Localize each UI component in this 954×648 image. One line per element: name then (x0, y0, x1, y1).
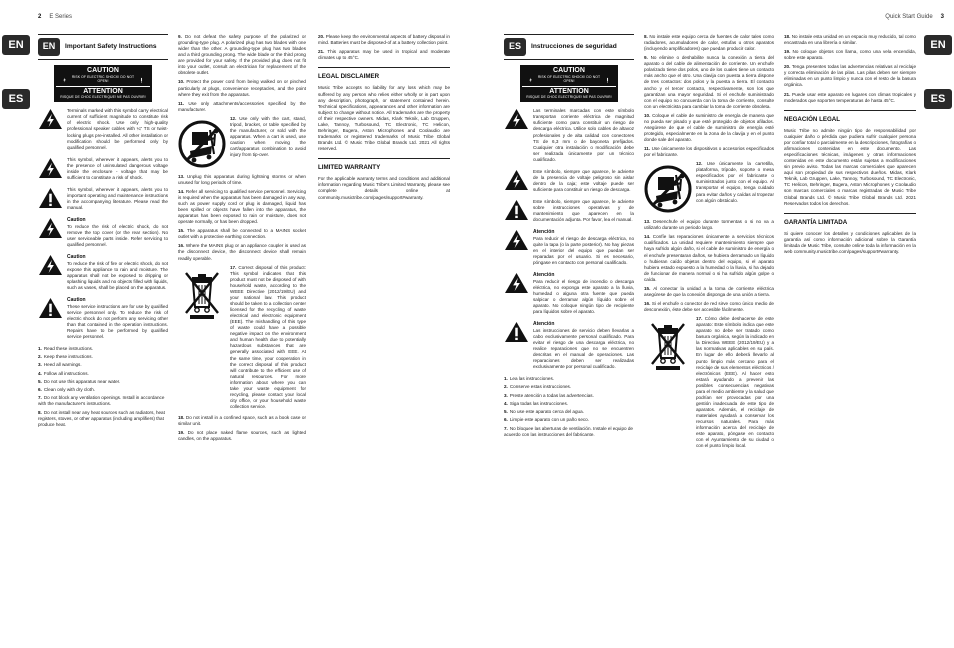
shock-icon (526, 75, 535, 84)
shock-icon (38, 217, 63, 239)
warning-voltage (504, 169, 634, 196)
shock-icon (504, 272, 529, 294)
caution-heading: CAUTION (87, 67, 119, 74)
item-19: 19. Do not place naked flame sources, such as lighted candles, on the apparatus. (178, 430, 306, 442)
instruction-list (504, 376, 634, 438)
section-header (504, 34, 634, 60)
caution-text: To reduce the risk of fire or electric shock, do not expose this appliance to rain and moisture. The apparatus shall not be exposed to dripping or splashing liquids and no objects filled with liquids, such as vases, shall be placed on the apparatus. (67, 260, 168, 290)
list-item: 3. Heed all warnings. (38, 362, 82, 368)
shock-icon (38, 254, 63, 276)
warning-text: Las terminales marcadas con este símbolo transportan corriente eléctrica de magnitud suficiente como para constituir un riesgo de descarga eléctrica. Utilice solo cables de altavoz profesionales y de alta calidad con conectores TS de 6,3 mm o de bayoneta prefijados. Cualquier otra instalación o modificación debe ser realizada únicamente por un técnico cualificado. (533, 108, 634, 162)
item-11: 11. Use only attachments/accessories specified by the manufacturer. (178, 100, 306, 112)
list-item: 1. Lea las instrucciones. (504, 376, 555, 382)
caution-block-2 (504, 272, 634, 318)
lang-tab-en-right[interactable]: EN (924, 35, 952, 55)
no-cart-tip-icon (178, 116, 226, 172)
caution-block-3 (38, 297, 168, 343)
legal-disclaimer-text: Music Tribe accepts no liability for any loss which may be suffered by any person who relies either wholly or in part upon any description, photograph, or statement contained herein. Technical specifications, appearances and other information are subject to change without notice. All trademarks are the property of their respective owners. Midas, Klark Teknik, Lab Gruppen, Lake, Tannoy, Turbosound, TC Electronic, TC Helicon, Behringer, Bugera, Aston Microphones and Coolaudio are trademarks or registered trademarks of Music Tribe Global Brands Ltd. © Music Tribe Global Brands Ltd. 2021 All rights reserved. (318, 85, 450, 152)
en-column-3 (318, 34, 450, 634)
caution-text: Las instrucciones de servicio deben llevarlas a cabo exclusivamente personal cualificado. Para evitar el riesgo de una descarga eléctrica, no realice reparaciones que no se encuentren descritas en el manual de operaciones. Las reparaciones deben ser realizadas exclusivamente por personal cualificado. (533, 327, 634, 370)
caution-block-1 (38, 217, 168, 251)
item-10: 10. Protect the power cord from being walked on or pinched particularly at plugs, convenience receptacles, and the point where they exit from the apparatus. (178, 79, 306, 97)
page-header-right (885, 14, 944, 22)
warning-text: This symbol, wherever it appears, alerts you to important operating and maintenance instructions in the accompanying literature. Please read the manual. (67, 186, 168, 211)
list-item: 5. No use este aparato cerca del agua. (504, 409, 584, 415)
item-13: 13. Desenchufe el equipo durante tormentas o si no va a utilizarlo durante un periodo largo. (644, 219, 774, 231)
attention-heading: ATTENTION (83, 88, 123, 96)
exclamation-icon (504, 199, 529, 221)
caution-label (520, 65, 618, 102)
caution-block-1 (504, 229, 634, 269)
item-9: 9. No elimine o deshabilite nunca la conexión a tierra del aparato o del cable de alimentación de corriente. Un enchufe polarizado tiene dos polos, uno de los cuales tiene un contacto más ancho que el otro. Una clavija con puesta a tierra dispone de tres contactos: dos polos y la puesta a tierra. El contacto ancho y el tercer contacto, respectivamente, son los que garantizan una mayor seguridad. Si el enchufe suministrado con el equipo no concuerda con la toma de corriente, consulte con un electricista para cambiar la toma de corriente obsoleta. (644, 55, 774, 109)
caution-heading: CAUTION (553, 67, 585, 74)
item-21: 21. Puede usar este aparato en lugares con climas tropicales y moderados que soporten temperaturas de hasta 45°C. (784, 91, 916, 103)
list-item: 2. Keep these instructions. (38, 354, 93, 360)
caution-block-3 (504, 321, 634, 373)
warning-manual (504, 199, 634, 226)
item-20: 20. Tenga presentes todas las advertencias relativas al reciclaje y correcta eliminación de las pilas. Las pilas deben ser siempre eliminadas en un punto limpio y nunca con el resto de la basura orgánica. (784, 64, 916, 88)
list-item: 6. Limpie este aparato con un paño seco. (504, 417, 590, 423)
crossed-bin-icon (178, 265, 226, 321)
limited-warranty-text: Si quiere conocer los detalles y condiciones aplicables de la garantía así como información adicional sobre la Garantía limitada de Music Tribe, consulte online toda la información en la web community.musictribe.com/pages/support#warranty. (784, 230, 916, 254)
shock-icon (504, 169, 529, 191)
caution-title: Caution (67, 254, 86, 261)
es-column-3 (784, 34, 916, 634)
es-column-1 (504, 34, 634, 634)
list-item: 1. Read these instructions. (38, 345, 94, 351)
item-12: 12. Use only with the cart, stand, tripod, bracket, or table specified by the manufacturer, or sold with the apparatus. When a cart is used, use caution when moving the cart/apparatus combination to avoid injury from tip-over. (178, 116, 306, 172)
page-number-right: 3 (940, 14, 944, 20)
caution-block-2 (38, 254, 168, 294)
exclamation-icon (504, 321, 529, 343)
page-number-left: 2 (38, 14, 42, 20)
page-right (477, 0, 954, 648)
caution-subtext: RISK OF ELECTRIC SHOCK! DO NOT OPEN! (71, 75, 135, 83)
limited-warranty-heading: LIMITED WARRANTY (318, 158, 450, 172)
doc-title: Quick Start Guide (885, 14, 933, 20)
attention-subtext: RISQUE DE CHOC ELECTRIQUE! NE PAS OUVRIR! (526, 94, 612, 99)
item-16: 16. Si el enchufe o conector de red sirve como único medio de desconexión, éste debe ser accesible fácilmente. (644, 300, 774, 312)
list-item: 4. Siga todas las instrucciones. (504, 400, 569, 406)
list-item: 8. Do not install near any heat sources such as radiators, heat registers, stoves, or other apparatus (including amplifiers) that produce heat. (38, 409, 165, 427)
item-18: 18. No instale esta unidad en un espacio muy reducido, tal como encastrada en una librería o similar. (784, 34, 916, 46)
item-11: 11. Use únicamente los dispositivos o accesorios especificados por el fabricante. (644, 146, 774, 158)
item-13: 13. Unplug this apparatus during lightning storms or when unused for long periods of time. (178, 173, 306, 185)
item-15: 15. The apparatus shall be connected to a MAINS socket outlet with a protective earthing connection. (178, 228, 306, 240)
list-item: 6. Clean only with dry cloth. (38, 387, 95, 393)
item-12: 12. Use únicamente la carretilla, plataforma, trípode, soporte o mesa especificados por el fabricante o suministrados junto con el equipo. Al transportar el equipo, tenga cuidado para evitar daños y caídas al tropezar con algún obstáculo. (644, 161, 774, 217)
caution-title: Atención (533, 321, 555, 328)
item-17: 17. Correct disposal of this product: This symbol indicates that this product must not be disposed of with household waste, according to the WEEE Directive (2012/19/EU) and your national law. This product should be taken to a collection center licensed for the recycling of waste electrical and electronic equipment (EEE). The mishandling of this type of waste could have a possible negative impact on the environment and human health due to potentially hazardous substances that are generally associated with EEE. At the same time, your cooperation in the correct disposal of this product will contribute to the efficient use of natural resources. For more information about where you can take your waste equipment for recycling, please contact your local city office, or your household waste collection service. (178, 265, 306, 414)
list-item: 2. Conserve estas instrucciones. (504, 384, 572, 390)
en-column-1 (38, 34, 168, 634)
exclamation-icon (38, 187, 63, 209)
shock-icon (504, 229, 529, 251)
caution-text: Para reducir el riesgo de incendio o descarga eléctrica, no exponga este aparato a la lluvia, humedad o alguna otra fuente que pueda salpicar o derramar algún líquido sobre el aparato. No coloque ningún tipo de recipiente para líquidos sobre el aparato. (533, 278, 634, 315)
shock-icon (60, 75, 69, 84)
shock-icon (38, 108, 63, 130)
series-name: E Series (49, 14, 73, 20)
caution-label (54, 65, 152, 102)
caution-title: Atención (533, 229, 555, 236)
attention-subtext: RISQUE DE CHOC ELECTRIQUE! NE PAS OUVRIR! (60, 94, 146, 99)
warning-text: Este símbolo, siempre que aparece, le advierte de la presencia de voltaje peligroso sin aislar dentro de la caja; este voltaje puede ser suficiente para constituir un riesgo de descarga. (533, 168, 634, 192)
caution-title: Caution (67, 296, 86, 303)
limited-warranty-heading: GARANTÍA LIMITADA (784, 213, 916, 227)
lang-badge: ES (504, 38, 526, 56)
item-14: 14. Refer all servicing to qualified service personnel. Servicing is required when the apparatus has been damaged in any way, such as power supply cord or plug is damaged, liquid has been spilled or objects have fallen into the apparatus, the apparatus has been exposed to rain or moisture, does not operate normally, or has been dropped. (178, 188, 306, 225)
item-18: 18. Do not install in a confined space, such as a book case or similar unit. (178, 415, 306, 427)
lang-badge: EN (38, 38, 60, 56)
list-item: 5. Do not use this apparatus near water. (38, 378, 121, 384)
caution-text: These service instructions are for use by qualified service personnel only. To reduce the risk of electric shock do not perform any servicing other than that contained in the operation instructions. Repairs have to be performed by qualified service personnel. (67, 303, 168, 339)
no-cart-tip-icon (644, 161, 692, 217)
warning-terminal (504, 108, 634, 166)
caution-title: Caution (67, 217, 86, 224)
caution-title: Atención (533, 272, 555, 279)
limited-warranty-text: For the applicable warranty terms and conditions and additional information regarding Music Tribe's Limited Warranty, please see complete details online at community.musictribe.com/pages/support#warranty. (318, 176, 450, 200)
attention-heading: ATTENTION (549, 88, 589, 96)
warning-manual (38, 187, 168, 214)
legal-disclaimer-heading: NEGACIÓN LEGAL (784, 110, 916, 124)
section-title: Important Safety Instructions (65, 43, 157, 51)
shock-icon (504, 108, 529, 130)
caution-text: To reduce the risk of electric shock, do not remove the top cover (or the rear section). No user serviceable parts inside. Refer servicing to qualified personnel. (67, 223, 168, 247)
es-column-2 (644, 34, 774, 634)
shock-icon (38, 157, 63, 179)
item-20: 20. Please keep the environmental aspects of battery disposal in mind. Batteries must be disposed-of at a battery collection point. (318, 34, 450, 46)
item-21: 21. This apparatus may be used in tropical and moderate climates up to 45°C. (318, 49, 450, 61)
lang-tab-es-left[interactable]: ES (2, 89, 30, 109)
caution-subtext: RISK OF ELECTRIC SHOCK! DO NOT OPEN! (537, 75, 601, 83)
warning-text: Este símbolo, siempre que aparece, le advierte sobre instrucciones operativas y de mantenimiento que aparecen en la documentación adjunta. Por favor, lea el manual. (533, 199, 634, 223)
item-14: 14. Confíe las reparaciones únicamente a servicios técnicos cualificados. La unidad requiere mantenimiento siempre que haya sufrido algún daño, si el cable de suministro de energía o el enchufe presentaran daños, se hubiera derramado un líquido o hubieran caído objetos dentro del equipo, si el aparato hubiera estado expuesto a la humedad o la lluvia, si ha dejado de funcionar de manera normal o si ha sufrido algún golpe o caída. (644, 234, 774, 282)
section-header (38, 34, 168, 60)
exclamation-icon (38, 297, 63, 319)
item-16: 16. Where the MAINS plug or an appliance coupler is used as the disconnect device, the disconnect device shall remain readily operable. (178, 243, 306, 261)
section-title: Instrucciones de seguridad (531, 43, 617, 51)
item-19: 19. No coloque objetos con llama, como una vela encendida, sobre este aparato. (784, 49, 916, 61)
crossed-bin-icon (644, 316, 692, 372)
exclamation-icon (603, 75, 612, 84)
item-8: 8. No instale este equipo cerca de fuentes de calor tales como radiadores, acumuladores de calor, estufas u otros aparatos (incluyendo amplificadores) que puedan producir calor. (644, 34, 774, 52)
list-item: 3. Preste atención a todas las advertencias. (504, 392, 594, 398)
list-item: 7. Do not block any ventilation openings. Install in accordance with the manufacturer's instructions. (38, 395, 165, 407)
warning-voltage (38, 157, 168, 184)
legal-disclaimer-heading: LEGAL DISCLAIMER (318, 67, 450, 81)
warning-text: This symbol, wherever it appears, alerts you to the presence of uninsulated dangerous voltage inside the enclosure - voltage that may be sufficient to constitute a risk of shock. (67, 156, 168, 180)
caution-text: Para reducir el riesgo de descarga eléctrica, no quite la tapa (o la parte posterior). No hay piezas en el interior del equipo que puedan ser reparadas por el usuario. Si es necesario, póngase en contacto con personal cualificado. (533, 235, 634, 266)
warning-text: Terminals marked with this symbol carry electrical current of sufficient magnitude to constitute risk of electric shock. Use only high-quality professional speaker cables with ¼" TS or twist-locking plugs pre-installed. All other installation or modification should be performed only by qualified personnel. (67, 108, 168, 150)
item-17: 17. Cómo debe deshacerse de este aparato: Este símbolo indica que este aparato no debe ser tratado como basura orgánica, según la indicado en la Directiva WEEE (2012/19/EU) y a las normativas aplicables en su país. En lugar de ello deberá llevarlo al punto limpio más cercano para el reciclaje de sus elementos eléctricos / electrónicos (EEE). Al hacer esto estará ayudando a prevenir las posibles consecuencias negativas para el medio ambiente y la salud que podrían ser provocadas por una gestión inadecuada de este tipo de aparatos. Además, el reciclaje de materiales ayudará a conservar los recursos naturales. Para más información acerca del reciclaje de este aparato, póngase en contacto con el Ayuntamiento de su ciudad o con el punto limpio local. (644, 316, 774, 452)
list-item: 4. Follow all instructions. (38, 370, 89, 376)
legal-disclaimer-text: Music Tribe no admite ningún tipo de responsabilidad por cualquier daño o pérdida que pudiera sufrir cualquier persona por confiar total o parcialmente en la descripciones, fotografías o afirmaciones contenidas en este documento. Las especificaciones técnicas, imágenes y otras informaciones contenidas en este documento están sujetas a modificaciones sin previo aviso. Todas las marcas comerciales que aparecen aquí son propiedad de sus respectivos dueños. Midas, Klark Teknik, Lab Gruppen, Lake, Tannoy, Turbosound, TC Electronic, TC Helicon, Behringer, Bugera, Aston Microphones y Coolaudio son marcas comerciales o marcas registradas de Music Tribe Global Brands Ltd. © Music Tribe Global Brands Ltd. 2021 Reservados todos los derechos. (784, 127, 916, 206)
item-9: 9. Do not defeat the safety purpose of the polarized or grounding-type plug. A polarized plug has two blades with one wider than the other. A grounding-type plug has two blades and a third grounding prong. The wide blade or the third prong are provided for your safety. If the provided plug does not fit into your outlet, consult an electrician for replacement of the obsolete outlet. (178, 34, 306, 76)
lang-tab-es-right[interactable]: ES (924, 89, 952, 109)
en-column-2 (178, 34, 306, 634)
instruction-list (38, 346, 168, 428)
lang-tab-en-left[interactable]: EN (2, 35, 30, 55)
warning-terminal (38, 108, 168, 153)
list-item: 7. No bloquee las aberturas de ventilación. Instale el equipo de acuerdo con las instrucciones del fabricante. (504, 425, 633, 437)
page-header-left (38, 14, 72, 22)
item-15: 15. Al conectar la unidad a la toma de corriente eléctrica asegúrese de que la conexión disponga de una unión a tierra. (644, 285, 774, 297)
item-10: 10. Coloque el cable de suministro de energía de manera que no pueda ser pisado y que esté protegido de objetos afilados. Asegúrese de que el cable de suministro de energía esté protegido, especialmente en la zona de la clavija y en el punto donde sale del aparato. (644, 112, 774, 142)
exclamation-icon (137, 75, 146, 84)
